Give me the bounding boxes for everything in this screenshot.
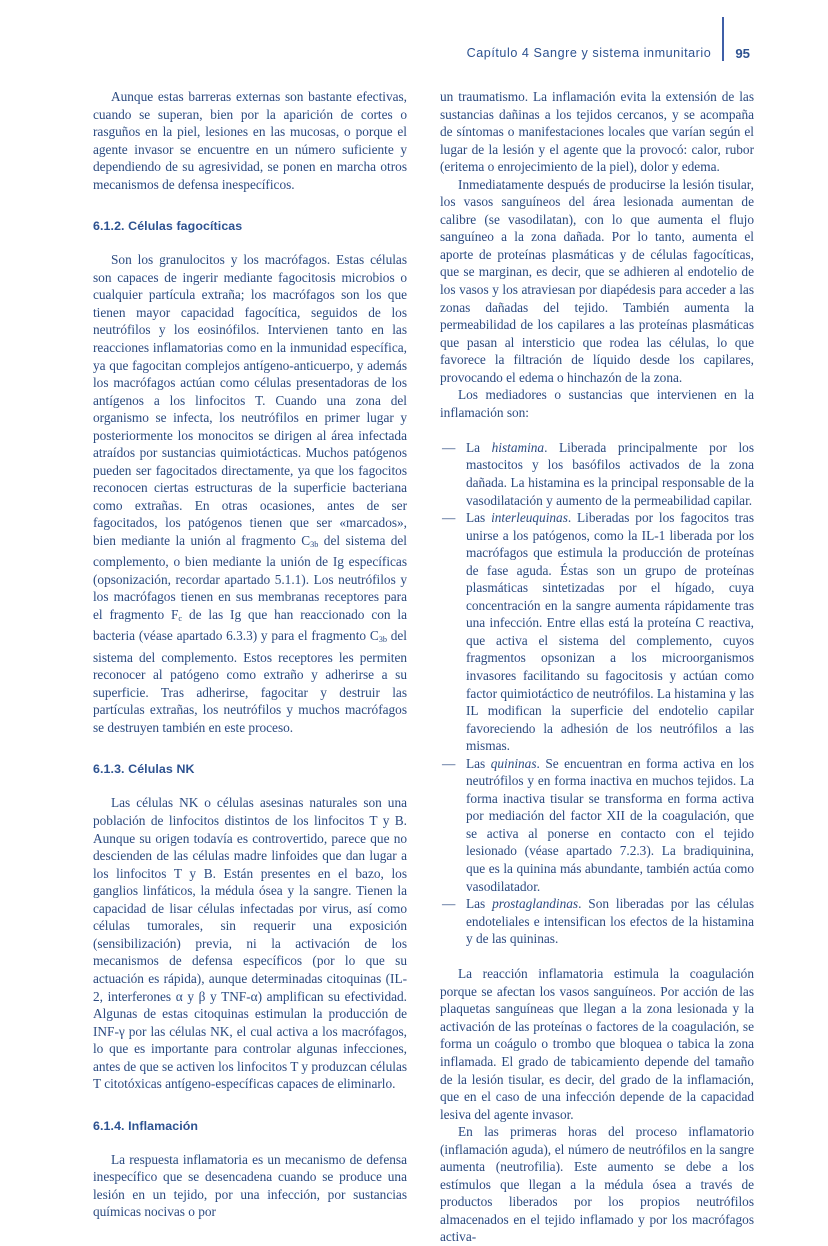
text-run: Las: [466, 896, 493, 912]
right-column: [440, 88, 754, 1246]
left-column: [93, 88, 407, 1246]
spacer: [93, 233, 407, 251]
text-run: de las Ig que han reaccionado con la bacteria (véase apartado 6.3.3) y para el fragmento C: [93, 607, 407, 644]
paragraph-vasodilatacion: Inmediatamente después de producirse la lesión tisular, los vasos sanguíneos del área lesionada aumentan de calibre (se vasodilatan), con lo que aumenta el flujo sanguíneo a la zona dañada. Por lo tanto, aumenta el aporte de proteínas plasmáticas y de células fagocíticas, que se marginan, es decir, que se adhieren al endotelio de los vasos y los atraviesan por diapédesis para acceder a las zonas dañadas del tejido. También aumenta la permeabilidad de los capilares a las proteínas plasmáticas que pasan al intersticio que rodea las células, lo que favorece la filtración de líquido desde los capilares, provocando el edema o hinchazón de la zona.: [440, 176, 754, 385]
heading-6-1-3: 6.1.3. Células NK: [93, 762, 195, 777]
text-run: Las: [466, 755, 491, 771]
list-item: [440, 509, 754, 755]
text-run: del sistema del complemento. Estos receptores les permiten reconocer al patógeno como extraño y adherirse a su superficie. Tras adherirse, fagocitar y destruir las partículas extrañas, los neutrófilos y muchos macrófagos se destruyen también en este proceso.: [93, 628, 407, 735]
heading-6-1-2: 6.1.2. Células fagocíticas: [93, 219, 243, 234]
spacer: [93, 1093, 407, 1119]
subscript-c3b-1: 3b: [310, 539, 319, 549]
subscript-fc: c: [178, 613, 183, 623]
two-column-body: [93, 88, 755, 1246]
spacer: [93, 736, 407, 762]
paragraph-celulas-nk: Las células NK o células asesinas naturales son una población de linfocitos distintos de los linfocitos T y B. Aunque su origen todavía es controvertido, parece que no descienden de las células madre linfoides que dan lugar a los linfocitos T y B. Están presentes en el bazo, los ganglios linfáticos, la médula ósea y la sangre. Tienen la capacidad de lisar células infectadas por virus, así como células tumorales, sin requerir una exposición (sensibilización) previa, ni la activación de los mecanismos de defensa específicos (por lo que su actuación es rápida), aunque determinadas citoquinas (IL-2, interferones α y β y TNF-α) amplifican su efectividad. Algunas de estas citoquinas estimulan la producción de INF-γ por las células NK, el cual activa a los macrófagos, lo que es importante para controlar algunas infecciones, antes de que se activen los linfocitos T y produzcan células T citotóxicas antígeno-específicas capaces de eliminarlo.: [93, 795, 408, 1092]
paragraph-inflamacion: La respuesta inflamatoria es un mecanismo de defensa inespecífico que se desencadena cuando se produce una lesión en un tejido, por una infección, por sustancias químicas nocivas o por: [93, 1151, 407, 1220]
text-run: Son los granulocitos y los macrófagos. Estas células son capaces de ingerir mediante fagocitosis microbios o cualquier partícula extraña; los macrófagos son los que tienen mayor capacidad fagocítica, seguidos de los neutrófilos y los eosinófilos. Intervienen tanto en las reacciones inflamatorias como en la inmunidad específica, ya que fagocitan complejos antígeno-anticuerpo, y además los macrófagos actúan como células presentadoras de los antígenos a los linfocitos T. Cuando una zona del organismo se infecta, los neutrófilos en primer lugar y posteriormente los monocitos se dirigen al área infectada atraídos por sustancias quimiotácticas. Muchos patógenos pueden ser fagocitados directamente, ya que los fagocitos reconocen ciertas estructuras de la superficie bacteriana como extrañas. En otras ocasiones, antes de ser fagocitados, los patógenos tienen que ser «marcados», bien mediante la unión al fragmento C: [93, 252, 407, 549]
text-run: del sistema del complemento, o bien mediante la unión de Ig específicas (opsonización, recordar apartado 5.1.1). Los neutrófilos y los macrófagos tienen en sus membranas receptores para el fragmento F: [93, 533, 407, 623]
mediators-list: [440, 439, 754, 948]
spacer: [93, 1133, 407, 1151]
text-run: . Son liberadas por las células endoteliales e intensifican los efectos de la histamina y de las quininas.: [466, 896, 755, 947]
term-prostaglandinas: prostaglandinas: [492, 896, 579, 912]
list-item: [440, 439, 754, 509]
term-quininas: quininas: [490, 755, 537, 771]
spacer: [440, 421, 754, 439]
paragraph-neutrofilia: En las primeras horas del proceso inflamatorio (inflamación aguda), el número de neutrófilos en la sangre aumenta (neutrofilia). Este aumento se debe a los estímulos que llegan a la médula ósea a través de productos liberados por los propios neutrófilos almacenados en el tejido inflamado y por los macrófagos activa-: [440, 1124, 754, 1245]
text-run: Las: [466, 510, 492, 526]
paragraph-celulas-fagociticas: [93, 251, 407, 736]
text-run: . Se encuentran en forma activa en los neutrófilos y en forma inactiva en muchos tejidos. La forma inactiva tisular se transforma en forma activa por mediación del factor XII de la coagulación, que se activa al ponerse en contacto con el tejido lesionado (véase apartado 7.2.3). La bradiquinina, que es la quinina más abundante, también actúa como vasodilatador.: [466, 755, 754, 894]
list-item: [440, 755, 754, 895]
paragraph-mediadores-lead: Los mediadores o sustancias que intervienen en la inflamación son:: [440, 387, 754, 420]
page-number: 95: [735, 45, 750, 61]
paragraph-intro: Aunque estas barreras externas son bastante efectivas, cuando se superan, bien por la aparición de cortes o rasguños en la piel, lesiones en las mucosas, o porque el agente invasor se encuentre en un número suficiente y dependiendo de su agresividad, se ponen en marcha otros mecanismos de defensa inespecíficos.: [93, 89, 407, 192]
running-head: [467, 40, 750, 66]
list-item: [440, 895, 754, 948]
em-dash-marker: —: [442, 439, 456, 455]
spacer: [440, 948, 754, 966]
text-run: La: [466, 439, 492, 455]
spacer: [93, 193, 407, 219]
subscript-c3b-2: 3b: [378, 635, 387, 645]
term-histamina: histamina: [491, 439, 545, 455]
em-dash-marker: —: [442, 896, 456, 912]
term-interleuquinas: interleuquinas: [491, 510, 568, 526]
spacer: [93, 776, 407, 794]
running-head-chapter-label: Capítulo 4 Sangre y sistema inmunitario: [466, 46, 712, 60]
heading-6-1-4: 6.1.4. Inflamación: [93, 1118, 199, 1133]
em-dash-marker: —: [442, 755, 456, 771]
text-run: . Liberadas por los fagocitos tras unirse a los patógenos, como la IL-1 liberada por los macrófagos que estimula la producción de proteínas de fase aguda. Éstas son un grupo de proteínas plasmáticas sintetizadas por el hígado, cuya concentración en la sangre aumenta rápidamente tras una infección. Entre ellas está la proteína C reactiva, que activa el sistema del complemento, cuyos fragmentos opsonizan a los microorganismos invasores facilitando su fagocitosis y actúan como factor quimiotáctico de neutrófilos. La histamina y las IL modifican la superficie del endotelio capilar favoreciendo la adhesión de los neutrófilos a las mismas.: [466, 510, 754, 754]
em-dash-marker: —: [442, 510, 456, 526]
paragraph-coagulacion: La reacción inflamatoria estimula la coagulación porque se afectan los vasos sanguíneos. Por acción de las plaquetas sanguíneas que llegan a la zona lesionada y la activación de las proteínas o factores de la coagulación, se forma un coágulo o trombo que bloquea o tabica la zona inflamada. El grado de tabicamiento depende del tamaño de la lesión tisular, es decir, del grado de la inflamación, que en el caso de una infección depende de la capacidad lesiva del agente invasor.: [440, 966, 754, 1122]
paragraph-continuation: un traumatismo. La inflamación evita la extensión de las sustancias dañinas a los tejidos cercanos, y se acompaña de síntomas o manifestaciones locales que varían según el lugar de la lesión y el agente que la provocó: calor, rubor (eritema o enrojecimiento de la piel), dolor y edema.: [440, 89, 754, 175]
text-run: . Liberada principalmente por los mastocitos y los basófilos activados de la zona dañada. La histamina es la principal responsable de la vasodilatación y aumento de la permeabilidad capilar.: [466, 439, 754, 508]
